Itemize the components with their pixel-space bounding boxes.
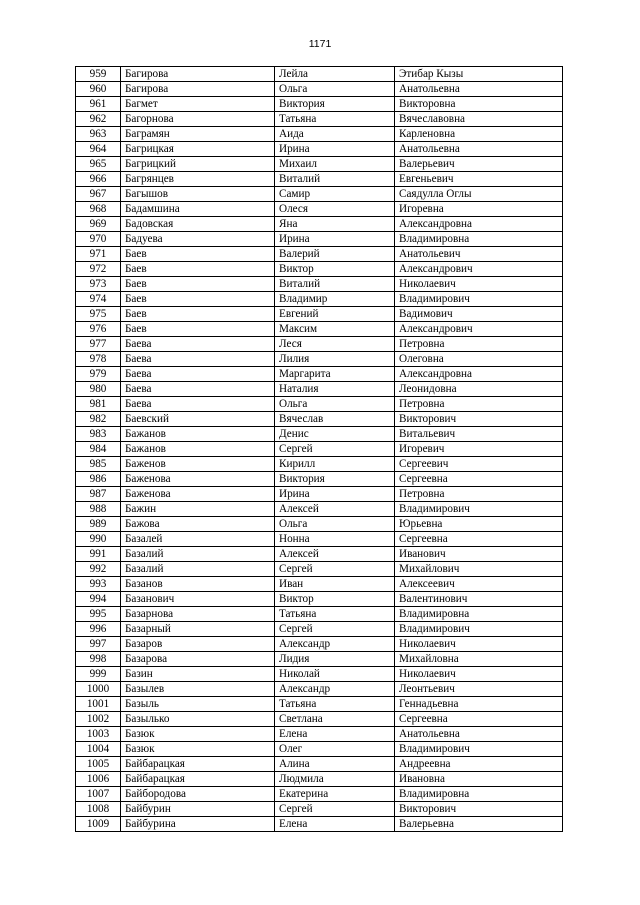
first-name-cell: Виктор (275, 592, 395, 607)
table-row (76, 217, 563, 232)
patronymic-cell: Игоревич (395, 442, 563, 457)
table-row (76, 742, 563, 757)
surname-cell: Баева (121, 397, 275, 412)
patronymic-cell: Александровна (395, 367, 563, 382)
surname-cell: Базаров (121, 637, 275, 652)
table-row (76, 727, 563, 742)
first-name-cell: Самир (275, 187, 395, 202)
table-row (76, 367, 563, 382)
row-number-cell: 975 (76, 307, 121, 322)
row-number-cell: 963 (76, 127, 121, 142)
row-number-cell: 984 (76, 442, 121, 457)
first-name-cell: Владимир (275, 292, 395, 307)
patronymic-cell: Игоревна (395, 202, 563, 217)
table-row (76, 682, 563, 697)
first-name-cell: Евгений (275, 307, 395, 322)
surname-cell: Баженов (121, 457, 275, 472)
table-row (76, 67, 563, 82)
table-row (76, 562, 563, 577)
first-name-cell: Нонна (275, 532, 395, 547)
surname-cell: Баженова (121, 472, 275, 487)
surname-cell: Багрицкий (121, 157, 275, 172)
table-row (76, 247, 563, 262)
patronymic-cell: Валерьевна (395, 817, 563, 832)
first-name-cell: Валерий (275, 247, 395, 262)
first-name-cell: Олег (275, 742, 395, 757)
patronymic-cell: Владимирович (395, 292, 563, 307)
row-number-cell: 964 (76, 142, 121, 157)
row-number-cell: 993 (76, 577, 121, 592)
patronymic-cell: Михайлович (395, 562, 563, 577)
first-name-cell: Виталий (275, 277, 395, 292)
surname-cell: Баевский (121, 412, 275, 427)
row-number-cell: 1009 (76, 817, 121, 832)
table-row (76, 82, 563, 97)
table-row (76, 457, 563, 472)
row-number-cell: 978 (76, 352, 121, 367)
surname-cell: Баев (121, 277, 275, 292)
row-number-cell: 972 (76, 262, 121, 277)
table-row (76, 697, 563, 712)
table-row (76, 412, 563, 427)
row-number-cell: 973 (76, 277, 121, 292)
first-name-cell: Маргарита (275, 367, 395, 382)
patronymic-cell: Викторович (395, 412, 563, 427)
row-number-cell: 1004 (76, 742, 121, 757)
row-number-cell: 1008 (76, 802, 121, 817)
table-row (76, 172, 563, 187)
row-number-cell: 989 (76, 517, 121, 532)
first-name-cell: Елена (275, 817, 395, 832)
first-name-cell: Кирилл (275, 457, 395, 472)
patronymic-cell: Петровна (395, 487, 563, 502)
table-row (76, 772, 563, 787)
table-row (76, 592, 563, 607)
surname-cell: Бадовская (121, 217, 275, 232)
surname-cell: Базалий (121, 562, 275, 577)
row-number-cell: 960 (76, 82, 121, 97)
patronymic-cell: Вадимович (395, 307, 563, 322)
surname-cell: Базин (121, 667, 275, 682)
row-number-cell: 966 (76, 172, 121, 187)
first-name-cell: Сергей (275, 562, 395, 577)
surname-cell: Байбарацкая (121, 772, 275, 787)
surname-cell: Базыль (121, 697, 275, 712)
first-name-cell: Ирина (275, 487, 395, 502)
row-number-cell: 994 (76, 592, 121, 607)
surname-cell: Базалей (121, 532, 275, 547)
first-name-cell: Ирина (275, 142, 395, 157)
patronymic-cell: Николаевич (395, 667, 563, 682)
patronymic-cell: Александровна (395, 217, 563, 232)
patronymic-cell: Николаевич (395, 637, 563, 652)
row-number-cell: 991 (76, 547, 121, 562)
table-row (76, 232, 563, 247)
surname-cell: Бажанов (121, 442, 275, 457)
row-number-cell: 969 (76, 217, 121, 232)
first-name-cell: Иван (275, 577, 395, 592)
patronymic-cell: Владимирович (395, 622, 563, 637)
patronymic-cell: Александрович (395, 262, 563, 277)
surname-cell: Байбурин (121, 802, 275, 817)
row-number-cell: 977 (76, 337, 121, 352)
row-number-cell: 998 (76, 652, 121, 667)
row-number-cell: 1007 (76, 787, 121, 802)
row-number-cell: 1000 (76, 682, 121, 697)
surname-cell: Базанов (121, 577, 275, 592)
first-name-cell: Екатерина (275, 787, 395, 802)
surname-cell: Базалий (121, 547, 275, 562)
first-name-cell: Алексей (275, 502, 395, 517)
first-name-cell: Сергей (275, 802, 395, 817)
patronymic-cell: Алексеевич (395, 577, 563, 592)
table-row (76, 262, 563, 277)
table-row (76, 472, 563, 487)
patronymic-cell: Анатольевна (395, 727, 563, 742)
first-name-cell: Михаил (275, 157, 395, 172)
patronymic-cell: Леонидовна (395, 382, 563, 397)
patronymic-cell: Юрьевна (395, 517, 563, 532)
surname-cell: Базанович (121, 592, 275, 607)
table-row (76, 577, 563, 592)
first-name-cell: Лейла (275, 67, 395, 82)
first-name-cell: Ольга (275, 517, 395, 532)
table-row (76, 397, 563, 412)
patronymic-cell: Сергеевна (395, 532, 563, 547)
first-name-cell: Ольга (275, 397, 395, 412)
table-row (76, 502, 563, 517)
table-row (76, 487, 563, 502)
table-row (76, 322, 563, 337)
row-number-cell: 996 (76, 622, 121, 637)
patronymic-cell: Вячеславовна (395, 112, 563, 127)
first-name-cell: Ольга (275, 82, 395, 97)
surname-cell: Баженова (121, 487, 275, 502)
table-row (76, 97, 563, 112)
surname-cell: Бажова (121, 517, 275, 532)
table-row (76, 337, 563, 352)
patronymic-cell: Евгеньевич (395, 172, 563, 187)
first-name-cell: Леся (275, 337, 395, 352)
first-name-cell: Наталия (275, 382, 395, 397)
row-number-cell: 986 (76, 472, 121, 487)
patronymic-cell: Леонтьевич (395, 682, 563, 697)
table-row (76, 427, 563, 442)
first-name-cell: Аида (275, 127, 395, 142)
patronymic-cell: Владимирович (395, 742, 563, 757)
patronymic-cell: Петровна (395, 397, 563, 412)
row-number-cell: 971 (76, 247, 121, 262)
table-row (76, 307, 563, 322)
table-row (76, 352, 563, 367)
patronymic-cell: Витальевич (395, 427, 563, 442)
row-number-cell: 988 (76, 502, 121, 517)
first-name-cell: Алексей (275, 547, 395, 562)
surname-cell: Баев (121, 307, 275, 322)
patronymic-cell: Викторович (395, 802, 563, 817)
first-name-cell: Сергей (275, 442, 395, 457)
row-number-cell: 990 (76, 532, 121, 547)
surname-cell: Баев (121, 322, 275, 337)
table-row (76, 652, 563, 667)
table-row (76, 517, 563, 532)
surname-cell: Байбурина (121, 817, 275, 832)
table-row (76, 757, 563, 772)
table-row (76, 187, 563, 202)
table-row (76, 712, 563, 727)
patronymic-cell: Владимировна (395, 607, 563, 622)
patronymic-cell: Владимировна (395, 787, 563, 802)
patronymic-cell: Валерьевич (395, 157, 563, 172)
table-row (76, 802, 563, 817)
patronymic-cell: Иванович (395, 547, 563, 562)
patronymic-cell: Сергеевна (395, 472, 563, 487)
patronymic-cell: Саядулла Оглы (395, 187, 563, 202)
page-number: 1171 (308, 38, 332, 50)
table-row (76, 622, 563, 637)
surname-cell: Баева (121, 337, 275, 352)
row-number-cell: 1005 (76, 757, 121, 772)
first-name-cell: Виктория (275, 472, 395, 487)
surname-cell: Байбарацкая (121, 757, 275, 772)
names-table (75, 66, 563, 832)
first-name-cell: Александр (275, 637, 395, 652)
surname-cell: Баев (121, 247, 275, 262)
patronymic-cell: Михайловна (395, 652, 563, 667)
first-name-cell: Татьяна (275, 112, 395, 127)
first-name-cell: Сергей (275, 622, 395, 637)
row-number-cell: 1002 (76, 712, 121, 727)
row-number-cell: 999 (76, 667, 121, 682)
surname-cell: Баев (121, 262, 275, 277)
patronymic-cell: Владимировна (395, 232, 563, 247)
first-name-cell: Елена (275, 727, 395, 742)
surname-cell: Баев (121, 292, 275, 307)
patronymic-cell: Андреевна (395, 757, 563, 772)
patronymic-cell: Викторовна (395, 97, 563, 112)
table-row (76, 112, 563, 127)
table-row (76, 607, 563, 622)
first-name-cell: Денис (275, 427, 395, 442)
row-number-cell: 970 (76, 232, 121, 247)
patronymic-cell: Анатольевна (395, 142, 563, 157)
surname-cell: Базарова (121, 652, 275, 667)
surname-cell: Баева (121, 367, 275, 382)
names-table-body (76, 67, 563, 832)
surname-cell: Бадамшина (121, 202, 275, 217)
first-name-cell: Олеся (275, 202, 395, 217)
surname-cell: Бажин (121, 502, 275, 517)
first-name-cell: Лилия (275, 352, 395, 367)
patronymic-cell: Петровна (395, 337, 563, 352)
patronymic-cell: Этибар Кызы (395, 67, 563, 82)
table-row (76, 787, 563, 802)
table-row (76, 442, 563, 457)
patronymic-cell: Ивановна (395, 772, 563, 787)
row-number-cell: 987 (76, 487, 121, 502)
row-number-cell: 992 (76, 562, 121, 577)
first-name-cell: Николай (275, 667, 395, 682)
patronymic-cell: Сергеевна (395, 712, 563, 727)
patronymic-cell: Карленовна (395, 127, 563, 142)
first-name-cell: Виктория (275, 97, 395, 112)
surname-cell: Багорнова (121, 112, 275, 127)
row-number-cell: 979 (76, 367, 121, 382)
surname-cell: Багирова (121, 67, 275, 82)
table-row (76, 292, 563, 307)
patronymic-cell: Владимирович (395, 502, 563, 517)
table-row (76, 142, 563, 157)
row-number-cell: 982 (76, 412, 121, 427)
surname-cell: Баграмян (121, 127, 275, 142)
patronymic-cell: Олеговна (395, 352, 563, 367)
surname-cell: Баева (121, 382, 275, 397)
row-number-cell: 1001 (76, 697, 121, 712)
patronymic-cell: Анатольевна (395, 82, 563, 97)
surname-cell: Багмет (121, 97, 275, 112)
table-row (76, 382, 563, 397)
surname-cell: Баева (121, 352, 275, 367)
row-number-cell: 981 (76, 397, 121, 412)
row-number-cell: 985 (76, 457, 121, 472)
patronymic-cell: Геннадьевна (395, 697, 563, 712)
table-row (76, 817, 563, 832)
surname-cell: Багрицкая (121, 142, 275, 157)
row-number-cell: 959 (76, 67, 121, 82)
table-row (76, 667, 563, 682)
surname-cell: Базарный (121, 622, 275, 637)
surname-cell: Бажанов (121, 427, 275, 442)
row-number-cell: 974 (76, 292, 121, 307)
patronymic-cell: Анатольевич (395, 247, 563, 262)
patronymic-cell: Александрович (395, 322, 563, 337)
surname-cell: Базылько (121, 712, 275, 727)
surname-cell: Базылев (121, 682, 275, 697)
table-row (76, 637, 563, 652)
first-name-cell: Лидия (275, 652, 395, 667)
row-number-cell: 980 (76, 382, 121, 397)
first-name-cell: Ирина (275, 232, 395, 247)
table-row (76, 277, 563, 292)
table-row (76, 157, 563, 172)
patronymic-cell: Валентинович (395, 592, 563, 607)
first-name-cell: Виталий (275, 172, 395, 187)
first-name-cell: Вячеслав (275, 412, 395, 427)
surname-cell: Байбородова (121, 787, 275, 802)
row-number-cell: 962 (76, 112, 121, 127)
row-number-cell: 983 (76, 427, 121, 442)
first-name-cell: Виктор (275, 262, 395, 277)
patronymic-cell: Сергеевич (395, 457, 563, 472)
first-name-cell: Татьяна (275, 607, 395, 622)
row-number-cell: 968 (76, 202, 121, 217)
row-number-cell: 967 (76, 187, 121, 202)
surname-cell: Бадуева (121, 232, 275, 247)
table-row (76, 202, 563, 217)
surname-cell: Багышов (121, 187, 275, 202)
table-row (76, 547, 563, 562)
first-name-cell: Александр (275, 682, 395, 697)
row-number-cell: 1003 (76, 727, 121, 742)
row-number-cell: 976 (76, 322, 121, 337)
first-name-cell: Яна (275, 217, 395, 232)
row-number-cell: 965 (76, 157, 121, 172)
row-number-cell: 961 (76, 97, 121, 112)
surname-cell: Багрянцев (121, 172, 275, 187)
table-row (76, 127, 563, 142)
surname-cell: Базюк (121, 727, 275, 742)
row-number-cell: 995 (76, 607, 121, 622)
row-number-cell: 997 (76, 637, 121, 652)
patronymic-cell: Николаевич (395, 277, 563, 292)
row-number-cell: 1006 (76, 772, 121, 787)
table-row (76, 532, 563, 547)
surname-cell: Базюк (121, 742, 275, 757)
first-name-cell: Татьяна (275, 697, 395, 712)
first-name-cell: Светлана (275, 712, 395, 727)
surname-cell: Базарнова (121, 607, 275, 622)
surname-cell: Багирова (121, 82, 275, 97)
first-name-cell: Максим (275, 322, 395, 337)
first-name-cell: Людмила (275, 772, 395, 787)
first-name-cell: Алина (275, 757, 395, 772)
